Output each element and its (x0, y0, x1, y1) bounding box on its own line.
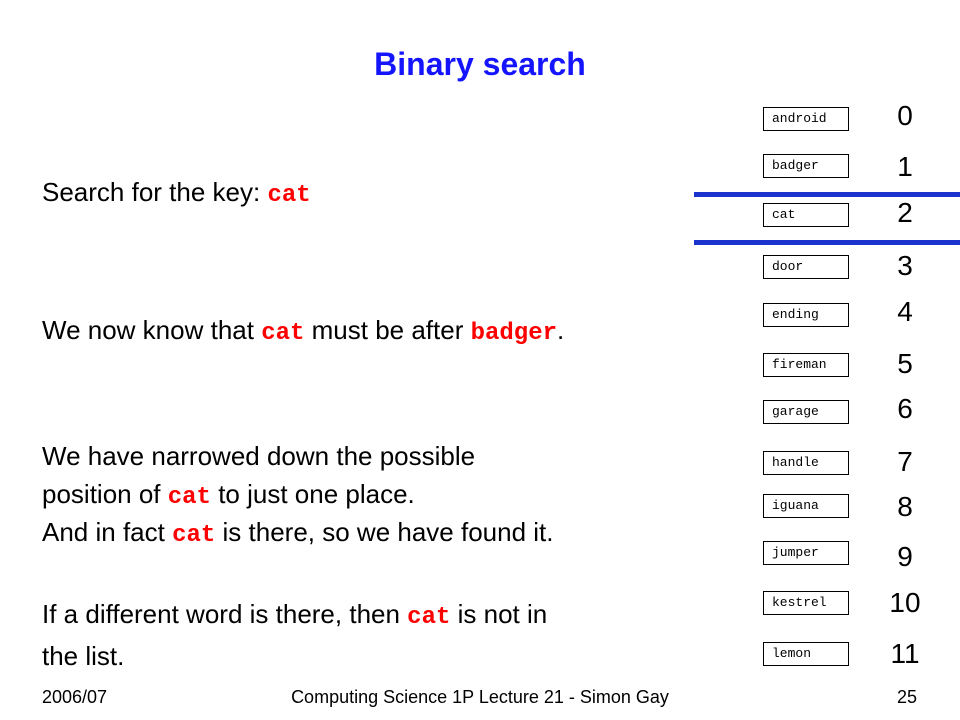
found-prefix: And in fact (42, 517, 173, 547)
word-box-9: jumper (763, 541, 849, 565)
search-key-value: cat (267, 182, 311, 209)
search-key-prefix: Search for the key: (42, 177, 268, 207)
different-key: cat (407, 604, 451, 631)
word-box-4: ending (763, 303, 849, 327)
footer-year: 2006/07 (42, 687, 108, 707)
index-label-3: 3 (897, 250, 913, 281)
word-box-8: iguana (763, 494, 849, 518)
word-box-1: badger (763, 154, 849, 178)
word-box-0: android (763, 107, 849, 131)
narrowed-prefix: position of (42, 479, 168, 509)
footer-page-number: 25 (897, 687, 918, 707)
index-label-5: 5 (897, 348, 913, 379)
search-key-line (42, 176, 311, 212)
found-line (42, 516, 554, 552)
index-label-0: 0 (897, 100, 913, 131)
index-label-11: 11 (890, 638, 920, 669)
word-box-7: handle (763, 451, 849, 475)
after-key-badger: badger (470, 320, 558, 347)
after-key-cat: cat (261, 320, 305, 347)
found-suffix: is there, so we have found it. (215, 517, 554, 547)
slide-title: Binary search (374, 46, 586, 82)
after-text-2: must be after (304, 315, 471, 345)
found-key: cat (172, 522, 216, 549)
different-suffix: is not in (450, 599, 548, 629)
word-box-6: garage (763, 400, 849, 424)
word-box-3: door (763, 255, 849, 279)
different-word-line-2: the list. (42, 641, 125, 671)
different-word-line-1 (42, 598, 547, 634)
index-label-4: 4 (897, 296, 913, 327)
index-label-10: 10 (889, 587, 921, 618)
range-upper-marker (694, 240, 960, 245)
after-text-3: . (557, 315, 565, 345)
index-label-7: 7 (897, 446, 913, 477)
after-badger-line (42, 314, 564, 350)
index-label-8: 8 (897, 491, 913, 522)
after-text-1: We now know that (42, 315, 262, 345)
word-box-5: fireman (763, 353, 849, 377)
narrowed-suffix: to just one place. (210, 479, 415, 509)
narrowed-line-2 (42, 478, 415, 514)
narrowed-key: cat (167, 484, 211, 511)
narrowed-line-1: We have narrowed down the possible (42, 441, 476, 471)
index-label-2: 2 (897, 197, 913, 228)
word-box-2: cat (763, 203, 849, 227)
word-box-10: kestrel (763, 591, 849, 615)
index-label-6: 6 (897, 393, 913, 424)
index-label-9: 9 (897, 541, 913, 572)
footer-course: Computing Science 1P Lecture 21 - Simon Gay (291, 687, 669, 707)
different-prefix: If a different word is there, then (42, 599, 408, 629)
word-box-11: lemon (763, 642, 849, 666)
index-label-1: 1 (897, 151, 913, 182)
